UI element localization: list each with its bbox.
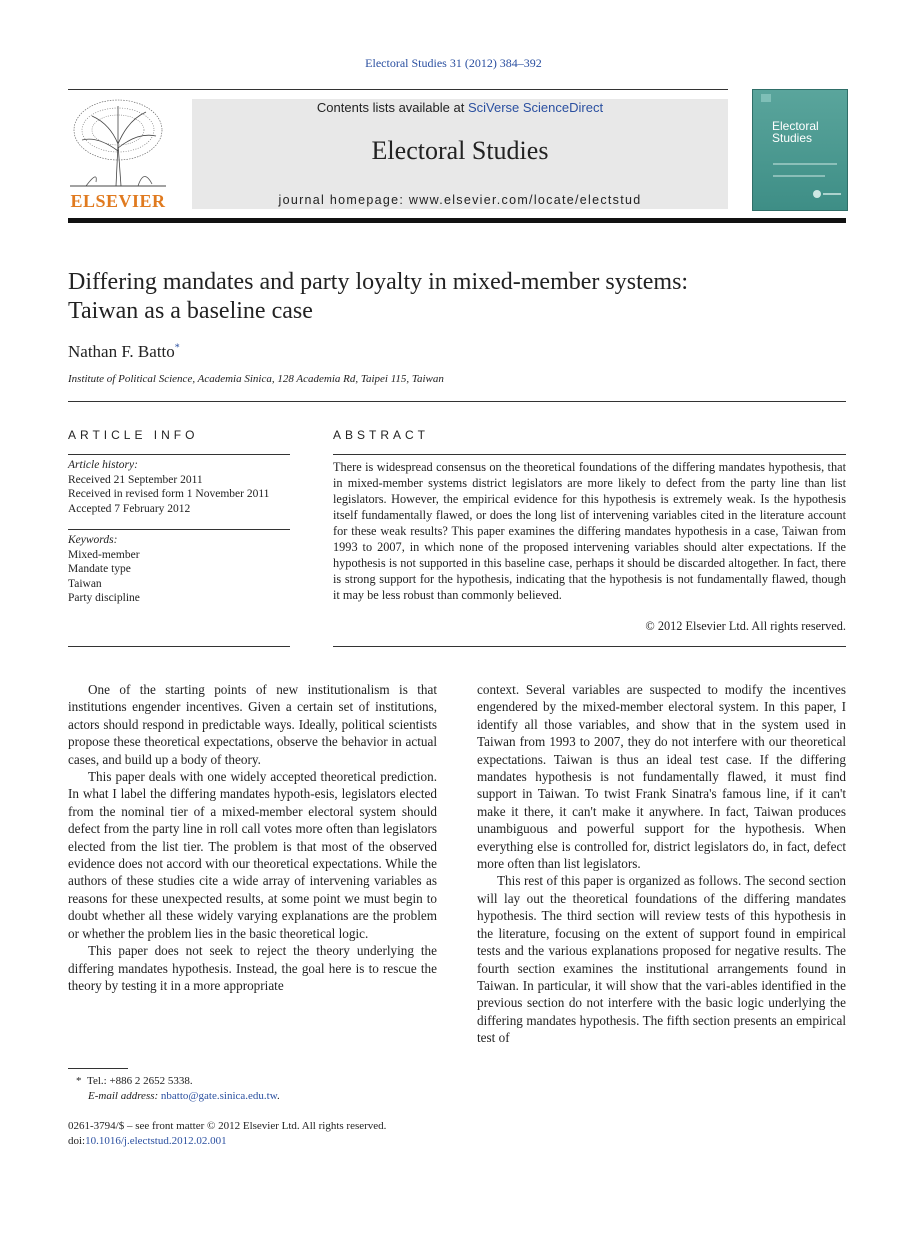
history-label: Article history: bbox=[68, 459, 138, 471]
contents-prefix: Contents lists available at bbox=[316, 100, 468, 115]
keyword-item: Mixed-member bbox=[68, 548, 140, 561]
tree-icon bbox=[68, 96, 168, 188]
abstract-heading: ABSTRACT bbox=[333, 428, 430, 442]
keywords-divider bbox=[68, 646, 290, 647]
cover-decoration-icon bbox=[753, 90, 847, 210]
keywords-list bbox=[68, 533, 298, 606]
footnote-email-label: E-mail address: bbox=[88, 1090, 159, 1102]
history-accepted: Accepted 7 February 2012 bbox=[68, 502, 191, 515]
body-column-right bbox=[477, 681, 846, 1047]
body-paragraph: This paper does not seek to reject the theory underlying the differing mandates hypothesis. Instead, the goal here is to rescue the theory by testing it in a more appropriate bbox=[68, 943, 437, 993]
journal-title: Electoral Studies bbox=[371, 136, 549, 165]
author-name bbox=[68, 342, 180, 362]
body-paragraph: This rest of this paper is organized as follows. The second section will lay out the theoretical foundations of the differing mandates hypothesis. The third section will review tests of this hypothesis in the literature, focusing on the extent of support found in empirical tests and the various explanations proposed for negative results. The fourth section examines the institutional arrangements found in Taiwan. In particular, it will show that the vari-ables identified in the previous section do not interfere with the basic logic underlying the differing mandates hypothesis. The fifth section presents an empirical test of bbox=[477, 873, 846, 1046]
keyword-item: Taiwan bbox=[68, 577, 102, 590]
body-column-left bbox=[68, 681, 437, 994]
author-email-link[interactable]: nbatto@gate.sinica.edu.tw bbox=[160, 1090, 277, 1102]
header-thick-rule bbox=[68, 218, 846, 223]
author-text: Nathan F. Batto bbox=[68, 342, 175, 361]
keyword-item: Mandate type bbox=[68, 563, 131, 575]
body-paragraph: This paper deals with one widely accepted theoretical prediction. In what I label the differing mandates hypoth-esis, legislators elected from the nominal tier of a mixed-member electoral system should defect from the party line in roll call votes more often than legislators elected from the list tier. The problem is that most of the observed evidence does not accord with our theoretical expectations. While the authors of these studies cite a wide array of intervening variables as reasons for these unexpected results, at some point we must begin to doubt whether all these widely varying explanations are the problem or whether the problem lies in the basic theoretical logic. bbox=[68, 769, 437, 941]
keyword-item: Party discipline bbox=[68, 592, 140, 604]
header-divider bbox=[68, 89, 728, 90]
front-matter bbox=[68, 1119, 448, 1149]
abstract-copyright: © 2012 Elsevier Ltd. All rights reserved. bbox=[645, 619, 846, 633]
history-revised: Received in revised form 1 November 2011 bbox=[68, 488, 270, 500]
article-info-divider bbox=[68, 454, 290, 455]
elsevier-wordmark: ELSEVIER bbox=[70, 191, 166, 211]
sciencedirect-link[interactable]: SciVerse ScienceDirect bbox=[467, 100, 604, 115]
history-divider bbox=[68, 529, 290, 530]
footnote-tel: Tel.: +886 2 2652 5338. bbox=[87, 1075, 193, 1087]
contents-availability bbox=[192, 100, 728, 115]
doi-label: doi: bbox=[68, 1135, 86, 1147]
journal-cover-thumbnail[interactable] bbox=[752, 89, 848, 211]
author-affiliation: Institute of Political Science, Academia Sinica, 128 Academia Rd, Taipei 115, Taiwan bbox=[68, 373, 444, 385]
abstract-divider bbox=[333, 454, 846, 455]
cover-title: Electoral Studies bbox=[772, 119, 819, 145]
issn-line: 0261-3794/$ – see front matter © 2012 Elsevier Ltd. All rights reserved. bbox=[68, 1120, 387, 1132]
author-footnote bbox=[68, 1074, 437, 1104]
journal-homepage[interactable]: journal homepage: www.elsevier.com/locate/electstud bbox=[278, 193, 642, 207]
footnote-mark: * bbox=[76, 1075, 82, 1087]
history-received: Received 21 September 2011 bbox=[68, 473, 203, 486]
journal-reference[interactable]: Electoral Studies 31 (2012) 384–392 bbox=[365, 56, 542, 70]
footnote-email-end: . bbox=[276, 1090, 280, 1102]
article-history bbox=[68, 458, 298, 516]
body-paragraph: context. Several variables are suspected to modify the incentives engendered by the mixed-member electoral system. In this paper, I identify all those variables, and show that in the system used in Taiwan from 1993 to 2007, they do not interfere with our theoretical expectations. Taiwan is thus an ideal test case. If the differing mandates hypothesis is not fundamentally flawed, it must find support in Taiwan. To twist Frank Sinatra's famous line, if it can't make it there, it can't make it anywhere. In fact, Taiwan produces unambiguous and powerful support for the hypothesis. When everything else is controlled for, district legislators do, in fact, defect more often than list legislators. bbox=[477, 682, 846, 872]
body-paragraph: One of the starting points of new institutionalism is that institutions engender incentives. Given a certain set of institutions, actors should respond in predictable ways. Ideally, political scientists propose these theoretical expectations, observe the behavior in actual cases, and build up a body of theory. bbox=[68, 682, 437, 767]
affiliation-divider bbox=[68, 401, 846, 402]
abstract-bottom-divider bbox=[333, 646, 846, 647]
footnote-divider bbox=[68, 1068, 128, 1069]
abstract-text: There is widespread consensus on the theoretical foundations of the differing mandates hypothesis, that in mixed-member systems district legislators are more likely to defect from the party line than list legislators. However, the empirical evidence for this hypothesis is extremely weak. Is the hypothesis itself fundamentally flawed, or does the long list of intervening variables cited in the literature account for these weak results? This paper examines the differing mandates hypothesis in a case, Taiwan from 1993 to 2007, in which none of the proposed intervening variables should alter expectations. If the hypothesis is not supported in this baseline case, perhaps it should be discarded altogether. In fact, there is strong support for the hypothesis, indicating that the hypothesis is not fundamentally flawed, though it may be less robust than commonly believed. bbox=[333, 460, 846, 602]
article-info-heading: ARTICLE INFO bbox=[68, 428, 199, 442]
doi-link[interactable]: 10.1016/j.electstud.2012.02.001 bbox=[85, 1135, 227, 1147]
paper-title: Differing mandates and party loyalty in mixed-member systems: Taiwan as a baseline case bbox=[68, 269, 689, 324]
author-footnote-mark[interactable]: * bbox=[174, 342, 180, 354]
keywords-label: Keywords: bbox=[68, 534, 118, 546]
